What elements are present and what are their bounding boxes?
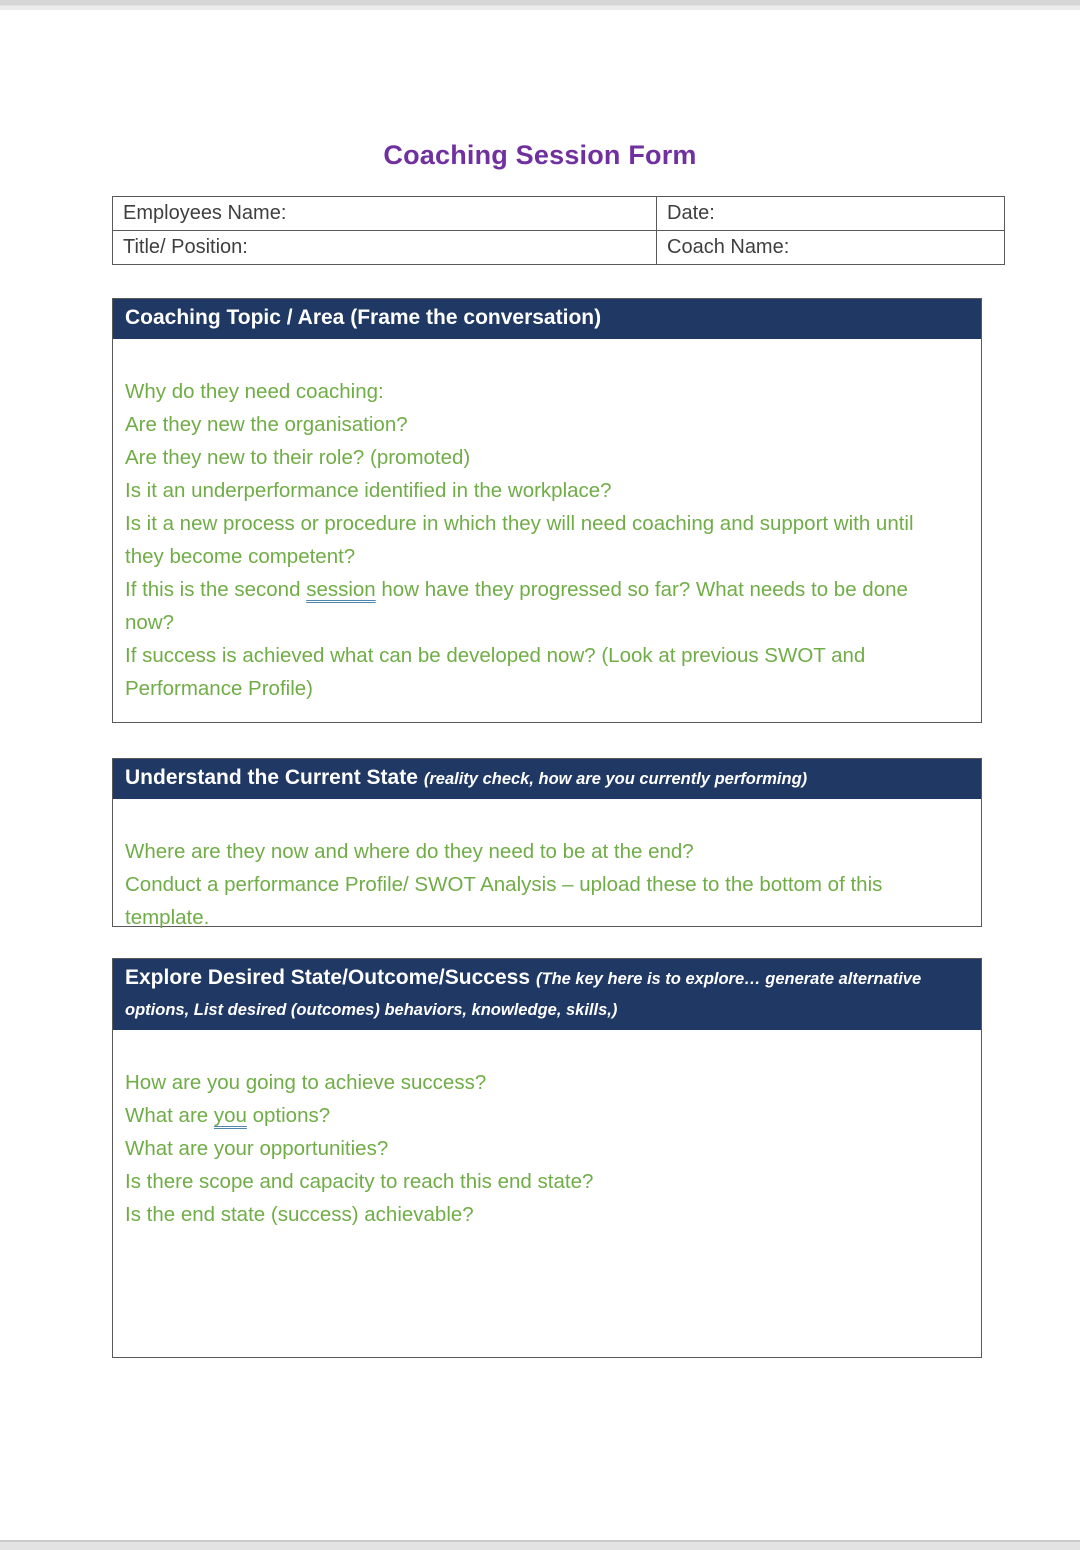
body-text-segment: options? <box>246 1104 331 1127</box>
body-text-segment: Is it a new process or procedure in which they will need coaching and support with until <box>125 512 914 535</box>
section-header <box>113 959 981 1030</box>
body-line <box>125 573 969 606</box>
section-header-title: Understand the Current State <box>125 766 418 789</box>
section-header <box>113 759 981 799</box>
body-line <box>125 375 969 408</box>
body-text-segment: Why do they need coaching: <box>125 380 384 403</box>
date-cell[interactable] <box>657 197 1005 231</box>
body-text-segment: Where are they now and where do they need to be at the end? <box>125 840 694 863</box>
employees-name-cell[interactable] <box>113 197 657 231</box>
info-table <box>112 196 1005 265</box>
body-text-segment: Are they new to their role? (promoted) <box>125 446 471 469</box>
body-line <box>125 835 969 868</box>
body-text-segment: Is there scope and capacity to reach this end state? <box>125 1170 594 1193</box>
section-current-state <box>112 758 982 927</box>
employees-name-label: Employees Name: <box>123 202 287 224</box>
section-body[interactable] <box>113 1030 981 1231</box>
section-header <box>113 299 981 339</box>
body-line <box>125 1165 969 1198</box>
body-text-segment: template. <box>125 906 210 929</box>
document-title: Coaching Session Form <box>383 140 697 170</box>
body-text-segment: they become competent? <box>125 545 356 568</box>
body-text-segment: What are <box>125 1104 214 1127</box>
body-line <box>125 1066 969 1099</box>
section-header-title: Coaching Topic / Area (Frame the conversation) <box>125 306 602 329</box>
body-line <box>125 1099 969 1132</box>
body-text-segment: Conduct a performance Profile/ SWOT Analysis – upload these to the bottom of this <box>125 873 883 896</box>
body-text-segment: Is it an underperformance identified in the workplace? <box>125 479 612 502</box>
body-line <box>125 672 969 705</box>
body-line <box>125 639 969 672</box>
coach-name-cell[interactable] <box>657 231 1005 265</box>
body-line <box>125 901 969 934</box>
coach-name-label: Coach Name: <box>667 236 790 258</box>
grammar-flagged-word: session <box>306 578 376 601</box>
body-text-segment: If this is the second <box>125 578 307 601</box>
info-table-row <box>113 197 1005 231</box>
title-position-label: Title/ Position: <box>123 236 248 258</box>
body-text-segment: Performance Profile) <box>125 677 313 700</box>
body-text-segment: Is the end state (success) achievable? <box>125 1203 474 1226</box>
page-top-edge <box>0 0 1080 10</box>
body-text-segment: What are your opportunities? <box>125 1137 389 1160</box>
info-table-row <box>113 231 1005 265</box>
body-line <box>125 1198 969 1231</box>
body-text-segment: Are they new the organisation? <box>125 413 408 436</box>
body-text-segment: now? <box>125 611 175 634</box>
body-text-segment: If success is achieved what can be developed now? (Look at previous SWOT and <box>125 644 866 667</box>
section-body[interactable] <box>113 339 981 705</box>
title-position-cell[interactable] <box>113 231 657 265</box>
body-line <box>125 1132 969 1165</box>
body-text-segment: how have they progressed so far? What needs to be done <box>375 578 908 601</box>
grammar-flagged-word: you <box>213 1104 247 1127</box>
page-bottom-edge <box>0 1540 1080 1550</box>
section-coaching-topic <box>112 298 982 723</box>
section-header-title: Explore Desired State/Outcome/Success <box>125 966 530 989</box>
body-line <box>125 540 969 573</box>
section-header-subtitle: (reality check, how are you currently performing) <box>423 770 808 788</box>
section-body[interactable] <box>113 799 981 934</box>
body-line <box>125 441 969 474</box>
body-line <box>125 474 969 507</box>
body-line <box>125 868 969 901</box>
body-line <box>125 507 969 540</box>
section-header-subtitle: (The key here is to explore… generate alternative options, List desired (outcomes) behaviors, knowledge, skills,) <box>125 970 922 1019</box>
body-line <box>125 408 969 441</box>
body-line <box>125 606 969 639</box>
date-label: Date: <box>667 202 715 224</box>
section-desired-state <box>112 958 982 1358</box>
body-text-segment: How are you going to achieve success? <box>125 1071 487 1094</box>
